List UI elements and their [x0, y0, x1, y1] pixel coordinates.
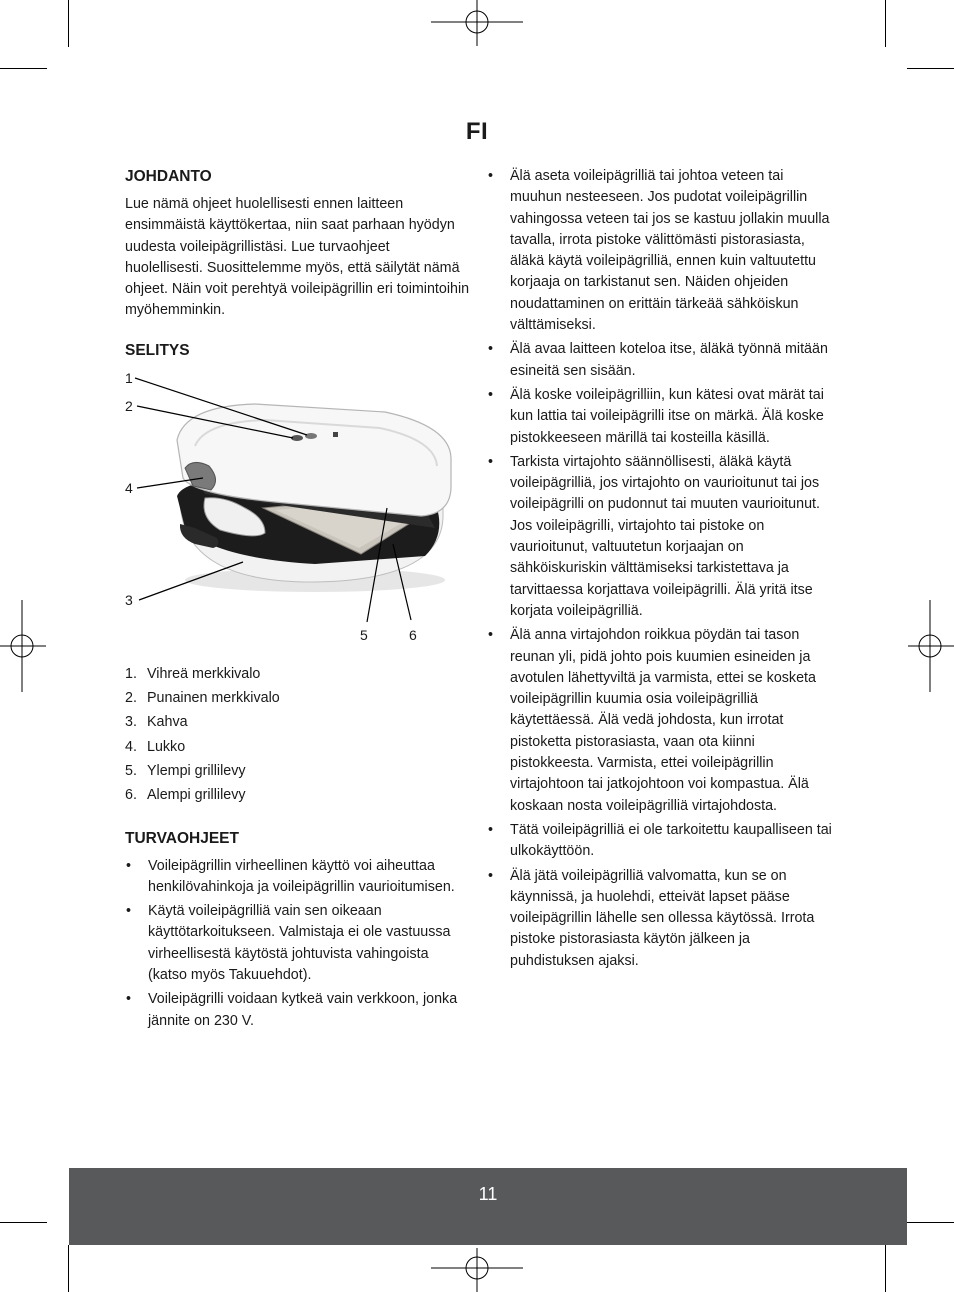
language-heading: FI [465, 118, 489, 145]
list-item: • Älä koske voileipägrilliin, kun kätesi ovat märät tai kun lattia tai voileipägrilli itse on märkä. Älä koske pistokkeeseen märillä tai kosteilla käsillä. [487, 385, 832, 449]
safety-list-left [125, 856, 470, 1032]
list-item: 6. Alempi grillilevy [125, 787, 246, 804]
list-item: • Älä anna virtajohdon roikkua pöydän tai tason reunan yli, pidä johto pois kuumien esineiden ja avotulen lähettyviltä ja varmista, ettei se kosketa voileipägrillin kuumia osia voileipägrilliä käytettäessä. Älä vedä johdosta, kun irrotat pistoketta pistorasiasta, vaan ota kiinni pistokkeesta. Varmista, ettei voileipägrillin virtajohtoon tai jatkojohtoon voi kompastua. Älä koskaan nosta voileipägrilliä virtajohdosta. [487, 625, 832, 817]
list-item: • Voileipägrilli voidaan kytkeä vain verkkoon, jonka jännite on 230 V. [125, 989, 470, 1032]
crop-mark [885, 0, 886, 47]
registration-mark-top [431, 0, 523, 48]
sandwich-maker-illustration [125, 368, 470, 658]
crop-mark [885, 1245, 886, 1292]
crop-mark [68, 1245, 69, 1292]
crop-mark [0, 1222, 47, 1223]
crop-mark [907, 1222, 954, 1223]
left-column [125, 166, 470, 1035]
list-item: • Tätä voileipägrilliä ei ole tarkoitettu kaupalliseen tai ulkokäyttöön. [487, 820, 832, 863]
safety-heading: TURVAOHJEET [125, 829, 239, 847]
intro-heading: JOHDANTO [125, 168, 212, 185]
list-item: • Älä aseta voileipägrilliä tai johtoa veteen tai muuhun nesteeseen. Jos pudotat voileipägrillin vahingossa veteen tai jos se kastuu jollakin muulla tavalla, irrota pistoke välittömästi pistorasiasta, äläkä käytä voileipägrilliä, ennen kuin valtuutettu korjaaja on tarkistanut sen. Näiden ohjeiden noudattaminen on erittäin tärkeää sähköiskun välttämiseksi. [487, 166, 832, 336]
callout-1: 1 [125, 369, 133, 386]
list-item: 1. Vihreä merkkivalo [125, 665, 261, 682]
footer-bar [69, 1168, 907, 1245]
safety-list-right [487, 166, 832, 972]
crop-mark [907, 68, 954, 69]
list-item: • Käytä voileipägrilliä vain sen oikeaan käyttötarkoitukseen. Valmistaja ei ole vastuussa virheellisestä käytöstä johtuvista vahingoista (katso myös Takuuehdot). [125, 901, 470, 986]
callout-5: 5 [360, 626, 368, 643]
parts-list [125, 664, 470, 807]
page-number: 11 [478, 1184, 498, 1204]
sandwich-maker-figure [125, 368, 470, 658]
crop-mark [68, 0, 69, 47]
list-item: 2. Punainen merkkivalo [125, 690, 280, 707]
list-item: 3. Kahva [125, 714, 188, 731]
list-item: • Tarkista virtajohto säännöllisesti, äläkä käytä voileipägrilliä, jos virtajohto on vaurioitunut tai jos voileipägrilli on pudonnut tai muuten vaurioitunut. Jos voileipägrilli, virtajohto tai pistoke on vaurioitunut, valtuutetun korjaajan on sähköiskuriskin välttämiseksi tarkistettava ja tarvittaessa korjattava voileipägrilli. Älä yritä itse korjata voileipägrilliä. [487, 452, 832, 622]
intro-text: Lue nämä ohjeet huolellisesti ennen laitteen ensimmäistä käyttökertaa, niin saat parhaan hyödyn uudesta voileipägrillistäsi. Lue turvaohjeet huolellisesti. Suosittelemme myös, että säilytät nämä ohjeet. Näin voit perehtyä voileipägrillin eri toimintoihin myöhemminkin. [125, 196, 470, 319]
callout-2: 2 [125, 397, 133, 414]
registration-mark-right [908, 600, 954, 692]
callout-3: 3 [125, 591, 133, 608]
list-item: • Älä jätä voileipägrilliä valvomatta, kun se on käynnissä, ja huolehdi, etteivät lapset pääse voileipägrillin lähelle sen ollessa käytössä. Irrota pistoke pistorasiasta käytön jälkeen ja puhdistuksen ajaksi. [487, 866, 832, 972]
callout-6: 6 [409, 626, 417, 643]
registration-mark-bottom [431, 1246, 523, 1292]
crop-mark [0, 68, 47, 69]
callout-4: 4 [125, 479, 133, 496]
registration-mark-left [0, 600, 46, 692]
list-item: • Voileipägrillin virheellinen käyttö voi aiheuttaa henkilövahinkoja ja voileipägrillin vaurioitumisen. [125, 856, 470, 899]
list-item: 5. Ylempi grillilevy [125, 762, 246, 779]
legend-heading: SELITYS [125, 341, 190, 359]
right-column [487, 166, 832, 975]
list-item: • Älä avaa laitteen koteloa itse, äläkä työnnä mitään esineitä sen sisään. [487, 339, 832, 382]
list-item: 4. Lukko [125, 738, 186, 755]
